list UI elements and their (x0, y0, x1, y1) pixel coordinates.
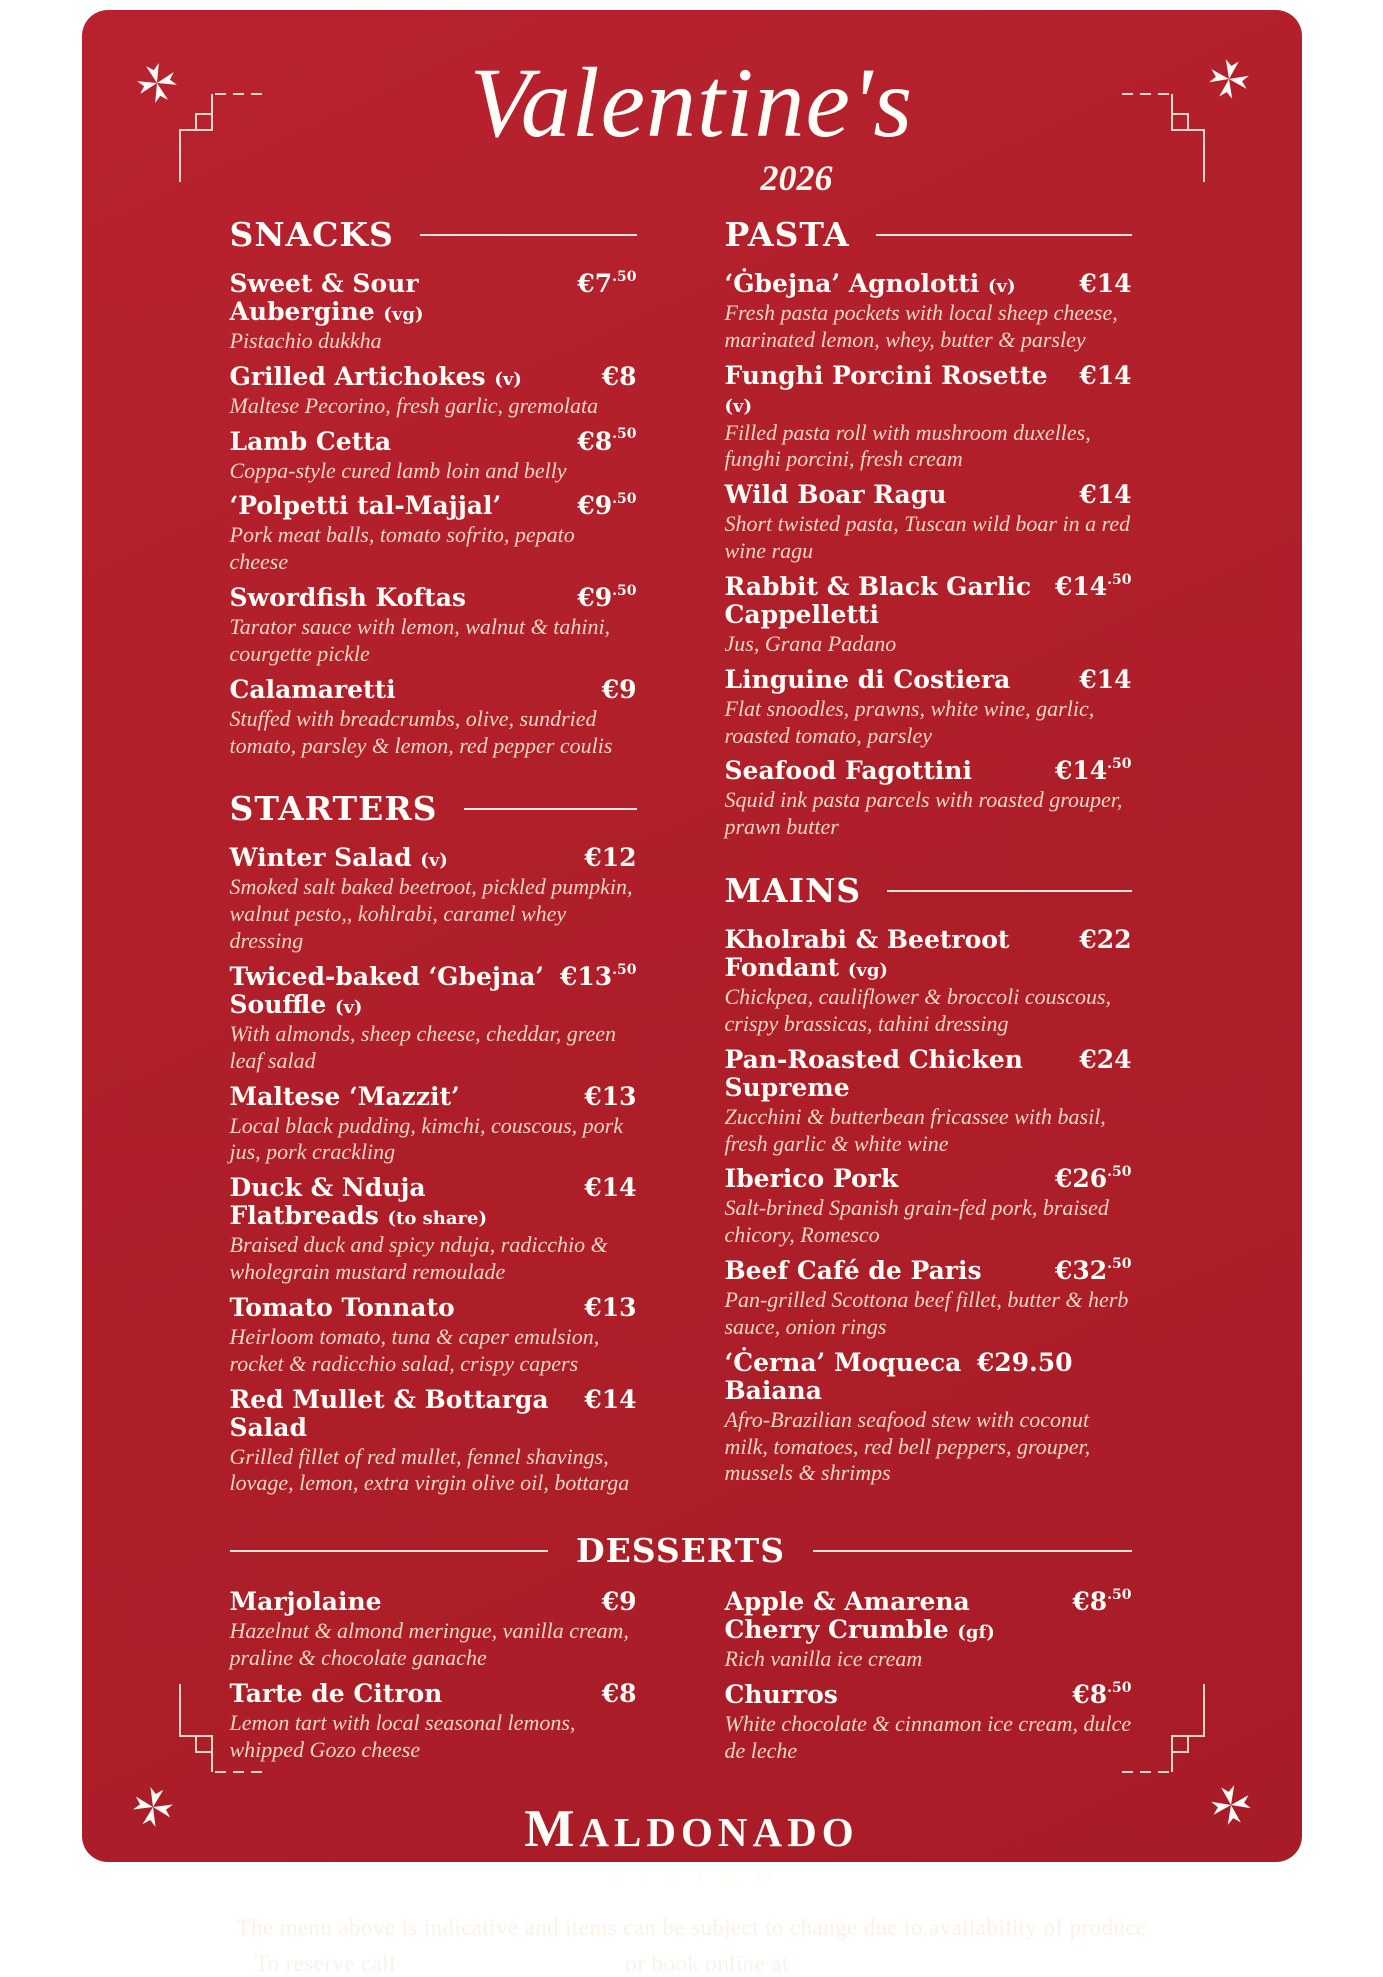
dish-description: Chickpea, cauliflower & broccoli couscous, crispy brassicas, tahini dressing (725, 984, 1132, 1038)
dish-name: Calamaretti (230, 675, 396, 704)
dish-name: Lamb Cetta (230, 427, 392, 456)
dish-name: Pan-Roasted Chicken Supreme (725, 1045, 1023, 1102)
dish-name: Iberico Pork (725, 1164, 899, 1193)
dish-name: Red Mullet & Bottarga Salad (230, 1385, 549, 1442)
maltese-cross-icon (1208, 1783, 1252, 1827)
reservation-line (82, 1948, 1302, 1977)
dish-price: €8 (602, 363, 637, 391)
dish-price: $€8^{.50}$ (1072, 1681, 1131, 1709)
dish-name: Marjolaine (230, 1587, 382, 1616)
dish-name: ‘Ċerna’ Moqueca Baiana (725, 1348, 962, 1405)
dish-description: Braised duck and spicy nduja, radicchio & wholegrain mustard remoulade (230, 1232, 637, 1286)
menu-year: 2026 (187, 157, 1383, 199)
dish-tag: (vg) (848, 960, 888, 981)
section-heading: STARTERS (230, 789, 438, 828)
dish-description: Heirloom tomato, tuna & caper emulsion, rocket & radicchio salad, crispy capers (230, 1324, 637, 1378)
dish-name: Kholrabi & Beetroot Fondant (725, 925, 1010, 982)
dish-description: Afro-Brazilian seafood stew with coconut milk, tomatoes, red bell peppers, grouper, mussels & shrimps (725, 1407, 1132, 1487)
red-menu-card (82, 10, 1302, 1862)
dish-description: Grilled fillet of red mullet, fennel shavings, lovage, lemon, extra virgin olive oil, bottarga (230, 1444, 637, 1498)
menu-item (725, 1046, 1132, 1158)
section-starters (230, 789, 637, 1497)
dish-name: Tomato Tonnato (230, 1293, 455, 1322)
dish-name: Funghi Porcini Rosette (725, 361, 1048, 390)
dish-description: Hazelnut & almond meringue, vanilla cream, praline & chocolate ganache (230, 1618, 637, 1672)
dish-name: Seafood Fagottini (725, 756, 972, 785)
dish-description: Rich vanilla ice cream (725, 1646, 1132, 1673)
menu-item (230, 363, 637, 420)
dish-price: €14 (1079, 362, 1131, 390)
menu-title: Valentine's (82, 50, 1302, 155)
menu-item (725, 1349, 1132, 1487)
dish-name: Tarte de Citron (230, 1679, 443, 1708)
dish-name: Apple & Amarena Cherry Crumble (725, 1587, 970, 1644)
dish-tag: (to share) (388, 1208, 487, 1229)
dish-name: Churros (725, 1680, 838, 1709)
section-heading: DESSERTS (576, 1531, 785, 1570)
divider-rule (887, 890, 1131, 892)
menu-page (72, 0, 1312, 1890)
desserts-column-left (230, 1588, 637, 1772)
menu-item (230, 1386, 637, 1498)
dish-description: Local black pudding, kimchi, couscous, pork jus, pork crackling (230, 1113, 637, 1167)
dish-description: Smoked salt baked beetroot, pickled pumpkin, walnut pesto,, kohlrabi, caramel whey dressing (230, 874, 637, 954)
dish-tag: (v) (988, 276, 1016, 297)
menu-item (725, 362, 1132, 474)
dish-description: Squid ink pasta parcels with roasted grouper, prawn butter (725, 787, 1132, 841)
dish-description: Filled pasta roll with mushroom duxelles, funghi porcini, fresh cream (725, 420, 1132, 474)
dish-price: €9 (602, 676, 637, 704)
brand-block (82, 1799, 1302, 1889)
menu-item (725, 666, 1132, 750)
dish-name: Twiced-baked ‘Gbejna’ Souffle (230, 962, 545, 1019)
dish-name: Linguine di Costiera (725, 665, 1011, 694)
dish-price: €14 (584, 1386, 636, 1414)
dish-description: Tarator sauce with lemon, walnut & tahini, courgette pickle (230, 614, 637, 668)
menu-item (230, 270, 637, 355)
dish-name: Sweet & Sour Aubergine (230, 269, 419, 326)
dish-description: Pork meat balls, tomato sofrito, pepato cheese (230, 522, 637, 576)
dish-price: $€8^{.50}$ (577, 428, 636, 456)
dish-name: Wild Boar Ragu (725, 480, 947, 509)
dish-price: €29.50 (977, 1349, 1073, 1377)
dish-tag: (v) (725, 396, 753, 417)
dish-price: €14 (1079, 481, 1131, 509)
menu-item (725, 270, 1132, 354)
divider-rule (230, 1550, 548, 1552)
menu-item (230, 1294, 637, 1378)
brand-logo: MALDONADO (82, 1799, 1302, 1859)
divider-rule (813, 1550, 1131, 1552)
section-desserts (82, 1588, 1302, 1772)
menu-columns (82, 215, 1302, 1505)
corner-bracket-decoration (1122, 1684, 1218, 1780)
section-heading: MAINS (725, 871, 862, 910)
menu-column-left (230, 215, 637, 1505)
dish-description: Stuffed with breadcrumbs, olive, sundried tomato, parsley & lemon, red pepper coulis (230, 706, 637, 760)
reserve-prefix: To reserve call (255, 1951, 402, 1976)
menu-item (230, 1588, 637, 1672)
dish-price: €12 (584, 844, 636, 872)
divider-rule (876, 234, 1132, 236)
menu-item (230, 1174, 637, 1286)
dish-price: $€26^{.50}$ (1055, 1165, 1132, 1193)
corner-bracket-decoration (166, 1684, 262, 1780)
menu-item (230, 844, 637, 954)
dish-price: $€13^{.50}$ (560, 963, 637, 991)
menu-item (725, 573, 1132, 658)
menu-item (725, 1165, 1132, 1249)
menu-item (230, 963, 637, 1075)
dish-price: $€8^{.50}$ (1072, 1588, 1131, 1616)
menu-item (230, 1083, 637, 1167)
dish-description: Jus, Grana Padano (725, 631, 1132, 658)
divider-rule (464, 808, 637, 810)
dish-price: €8 (602, 1680, 637, 1708)
dish-name: Beef Café de Paris (725, 1256, 982, 1285)
menu-item (725, 1257, 1132, 1341)
desserts-column-right (725, 1588, 1132, 1772)
dish-name: Winter Salad (230, 843, 412, 872)
dish-price: $€32^{.50}$ (1055, 1257, 1132, 1285)
dish-price: €14 (1079, 270, 1131, 298)
dish-price: €14 (584, 1174, 636, 1202)
dish-price: €14 (1079, 666, 1131, 694)
dish-description: Lemon tart with local seasonal lemons, whipped Gozo cheese (230, 1710, 637, 1764)
dish-name: Rabbit & Black Garlic Cappelletti (725, 572, 1032, 629)
dish-price: €13 (584, 1083, 636, 1111)
dish-tag: (gf) (957, 1622, 994, 1643)
section-snacks (230, 215, 637, 759)
dish-name: ‘Ġbejna’ Agnolotti (725, 269, 980, 298)
menu-item (725, 1588, 1132, 1673)
menu-column-right (725, 215, 1132, 1505)
dish-price: $€14^{.50}$ (1055, 573, 1132, 601)
dish-price: €9 (602, 1588, 637, 1616)
dish-price: €22 (1079, 926, 1131, 954)
section-heading: PASTA (725, 215, 850, 254)
dish-name: Swordfish Koftas (230, 583, 466, 612)
dish-description: Fresh pasta pockets with local sheep cheese, marinated lemon, whey, butter & parsley (725, 300, 1132, 354)
phone-number: +356 99019270 (402, 1948, 619, 1977)
dish-price: $€7^{.50}$ (577, 270, 636, 298)
menu-item (725, 1681, 1132, 1765)
dish-name: ‘Polpetti tal-Majjal’ (230, 491, 502, 520)
dish-description: White chocolate & cinnamon ice cream, dulce de leche (725, 1711, 1132, 1765)
maltese-cross-icon (130, 1784, 175, 1829)
dish-name: Grilled Artichokes (230, 362, 486, 391)
dish-tag: (v) (420, 850, 448, 871)
website-url: www.maldonado.com.mt (795, 1948, 1128, 1977)
dish-description: With almonds, sheep cheese, cheddar, green leaf salad (230, 1021, 637, 1075)
menu-item (230, 584, 637, 668)
menu-item (725, 926, 1132, 1038)
dish-description: Pistachio dukkha (230, 328, 637, 355)
dish-description: Pan-grilled Scottona beef fillet, butter & herb sauce, onion rings (725, 1287, 1132, 1341)
dish-price: €13 (584, 1294, 636, 1322)
divider-rule (420, 234, 637, 236)
section-heading: SNACKS (230, 215, 394, 254)
dish-description: Flat snoodles, prawns, white wine, garlic, roasted tomato, parsley (725, 696, 1132, 750)
menu-item (230, 1680, 637, 1764)
dish-name: Duck & Nduja Flatbreads (230, 1173, 426, 1230)
menu-item (725, 481, 1132, 565)
dish-description: Maltese Pecorino, fresh garlic, gremolata (230, 393, 637, 420)
menu-disclaimer: The menu above is indicative and items can be subject to change due to availability of produce (82, 1915, 1302, 1941)
section-desserts-heading (82, 1531, 1302, 1570)
dish-price: $€14^{.50}$ (1055, 757, 1132, 785)
reserve-middle: or book online at (619, 1951, 795, 1976)
dish-price: $€9^{.50}$ (577, 584, 636, 612)
dish-description: Salt-brined Spanish grain-fed pork, braised chicory, Romesco (725, 1195, 1132, 1249)
dish-description: Short twisted pasta, Tuscan wild boar in a red wine ragu (725, 511, 1132, 565)
brand-subtitle: BISTRO (82, 1863, 1302, 1889)
menu-item (230, 492, 637, 576)
dish-price: €24 (1079, 1046, 1131, 1074)
dish-tag: (vg) (383, 304, 423, 325)
menu-item (230, 676, 637, 760)
dish-description: Zucchini & butterbean fricassee with basil, fresh garlic & white wine (725, 1104, 1132, 1158)
dish-price: $€9^{.50}$ (577, 492, 636, 520)
menu-item (725, 757, 1132, 841)
section-mains (725, 871, 1132, 1487)
dish-tag: (v) (494, 369, 522, 390)
menu-item (230, 428, 637, 485)
dish-description: Coppa-style cured lamb loin and belly (230, 458, 637, 485)
dish-tag: (v) (335, 997, 363, 1018)
dish-name: Maltese ‘Mazzit’ (230, 1082, 460, 1111)
section-pasta (725, 215, 1132, 841)
